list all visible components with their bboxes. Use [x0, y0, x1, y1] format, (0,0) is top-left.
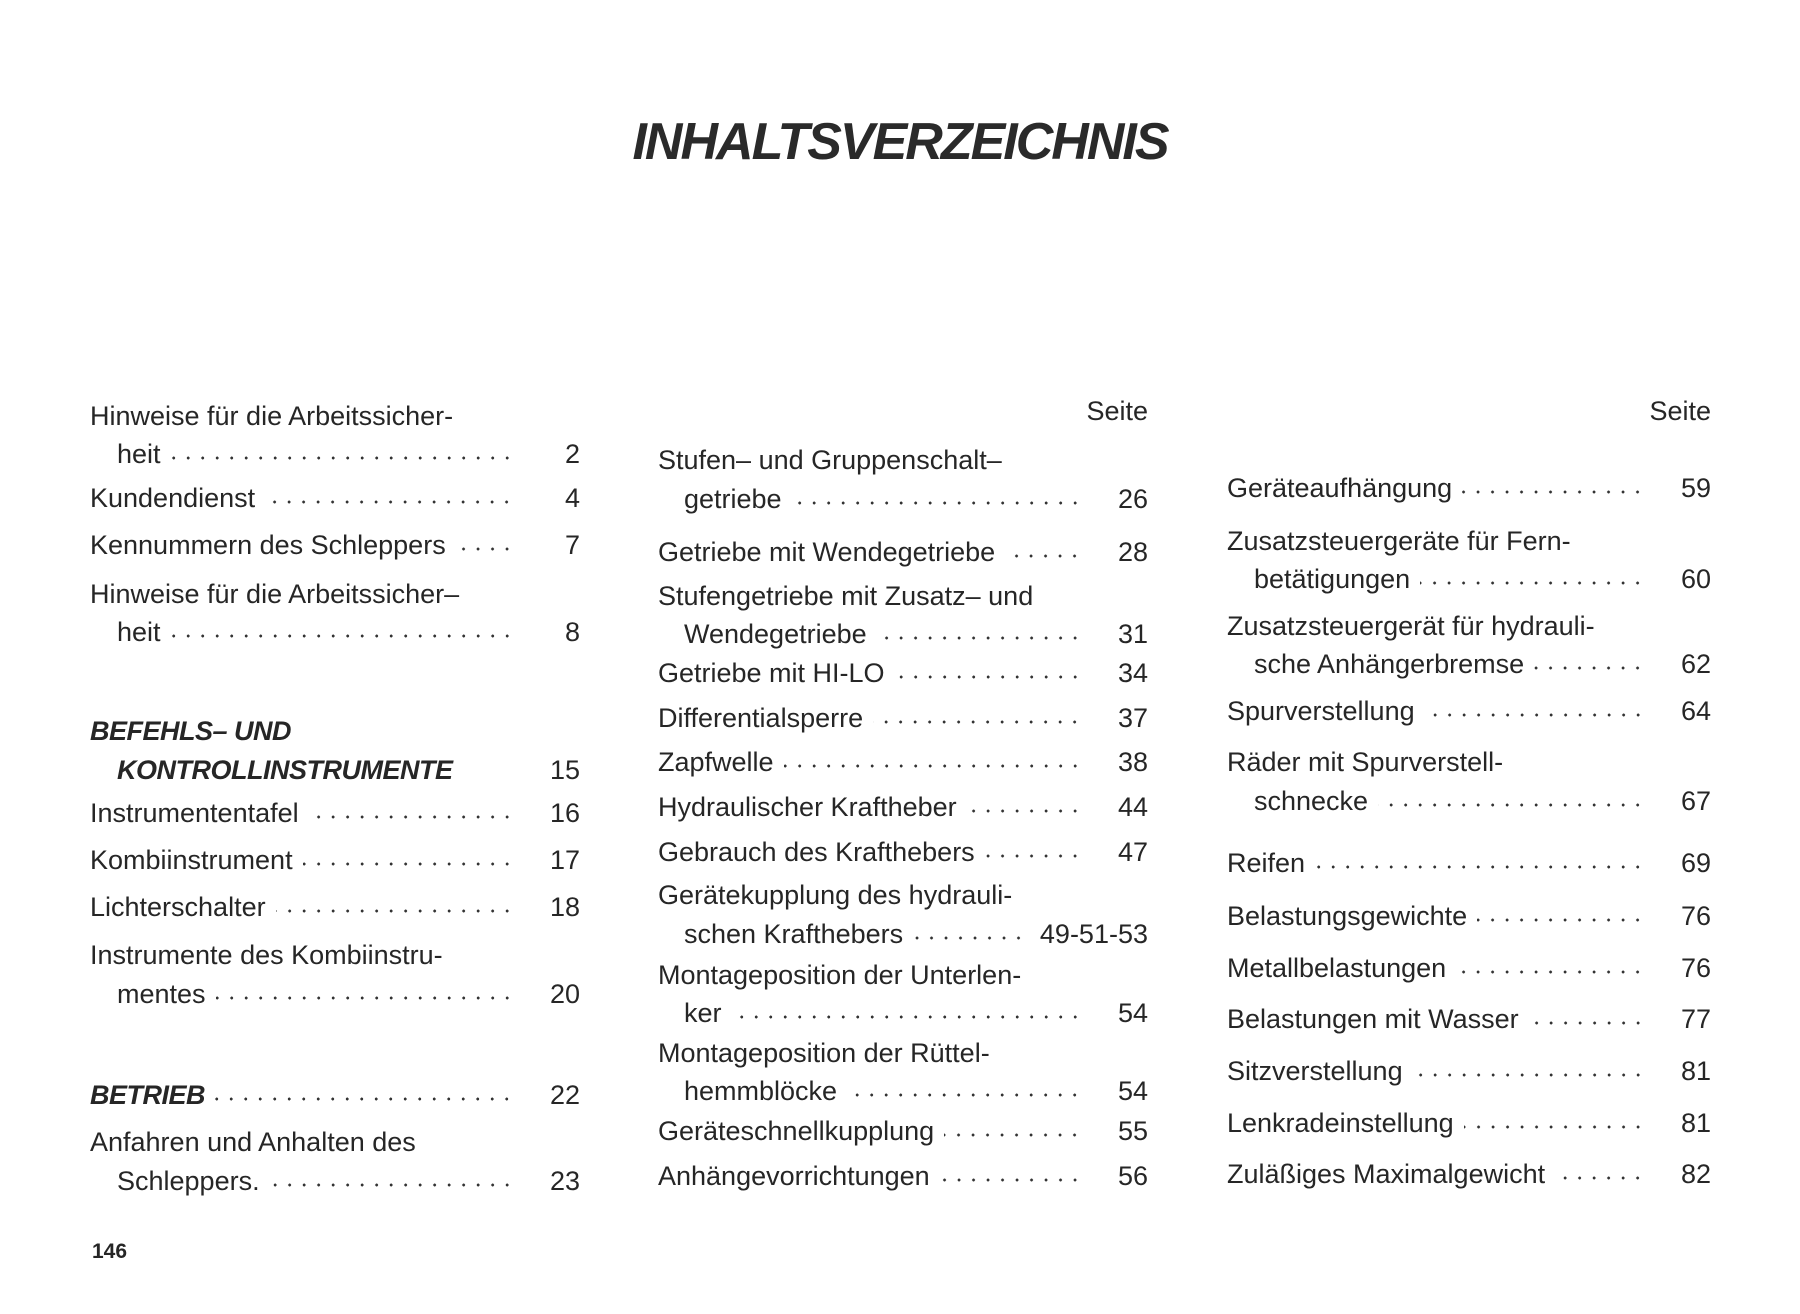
dot-leader: [1555, 1173, 1645, 1183]
dot-leader: [1315, 862, 1645, 872]
toc-entry[interactable]: [117, 751, 580, 789]
toc-entry-line: [90, 1123, 580, 1161]
toc-entry[interactable]: [1254, 560, 1711, 598]
toc-page-number: 2: [564, 439, 580, 470]
toc-entry-title: Montageposition der Unterlen-: [658, 959, 1022, 990]
dot-leader: [967, 806, 1082, 816]
dot-leader: [1534, 663, 1645, 673]
dot-leader: [265, 497, 514, 507]
dot-leader: [303, 859, 514, 869]
toc-entry-title: Geräteaufhängung: [1227, 472, 1453, 503]
toc-entry-title: Schleppers.: [117, 1165, 260, 1196]
dot-leader: [1464, 1122, 1645, 1132]
toc-entry[interactable]: [90, 794, 580, 832]
toc-entry[interactable]: [658, 833, 1148, 871]
toc-entry-title: Hinweise für die Arbeitssicher-: [90, 400, 454, 431]
toc-entry-title: Zapfwelle: [658, 747, 774, 778]
toc-entry[interactable]: [117, 1162, 580, 1200]
toc-entry-title: Zusatzsteuergerät für hydrauli-: [1227, 610, 1595, 641]
toc-page-number: 38: [1117, 747, 1148, 778]
toc-entry[interactable]: [117, 435, 580, 473]
toc-entry-title: heit: [117, 439, 161, 470]
toc-page-number: 22: [549, 1080, 580, 1111]
toc-page-number: 76: [1680, 901, 1711, 932]
toc-entry-title: mentes: [117, 978, 206, 1009]
toc-entry-line: [90, 712, 580, 750]
toc-page-number: 8: [564, 616, 580, 647]
toc-entry-title: Räder mit Spurverstell-: [1227, 747, 1504, 778]
toc-entry[interactable]: [658, 1157, 1148, 1195]
toc-entry[interactable]: [1227, 1155, 1711, 1193]
toc-page-number: 28: [1117, 537, 1148, 568]
toc-entry-title: Zuläßiges Maximalgewicht: [1227, 1159, 1546, 1190]
dot-leader: [792, 498, 1082, 508]
toc-entry-title: Hinweise für die Arbeitssicher–: [90, 578, 460, 609]
toc-page-number: 47: [1117, 836, 1148, 867]
toc-entry-title: betätigungen: [1254, 564, 1411, 595]
toc-entry-title: Metallbelastungen: [1227, 952, 1447, 983]
toc-page-number: 81: [1680, 1107, 1711, 1138]
toc-page-number: 18: [549, 891, 580, 922]
toc-page-number: 49-51-53: [1039, 918, 1148, 949]
toc-entry-title: Anhängevorrichtungen: [658, 1160, 930, 1191]
toc-entry[interactable]: [684, 994, 1148, 1032]
toc-entry-title: ker: [684, 998, 722, 1029]
toc-entry-title: Belastungsgewichte: [1227, 901, 1468, 932]
toc-entry-title: Geräteschnellkupplung: [658, 1115, 935, 1146]
dot-leader: [276, 906, 514, 916]
toc-page-number: 64: [1680, 695, 1711, 726]
dot-leader: [1477, 915, 1645, 925]
toc-entry[interactable]: [1227, 949, 1711, 987]
toc-entry-line: [658, 1034, 1148, 1072]
toc-entry[interactable]: [1227, 844, 1711, 882]
toc-entry[interactable]: [658, 654, 1148, 692]
toc-page-number: 67: [1680, 785, 1711, 816]
dot-leader: [985, 851, 1082, 861]
toc-entry[interactable]: [1227, 1000, 1711, 1038]
toc-entry-line: [90, 936, 580, 974]
dot-leader: [895, 672, 1082, 682]
toc-entry-title: Spurverstellung: [1227, 695, 1415, 726]
toc-entry-title: Montageposition der Rüttel-: [658, 1037, 990, 1068]
toc-entry-title: BETRIEB: [90, 1080, 206, 1111]
dot-leader: [215, 1094, 514, 1104]
dot-leader: [171, 631, 514, 641]
toc-entry-title: Stufen– und Gruppenschalt–: [658, 445, 1002, 476]
dot-leader: [847, 1090, 1082, 1100]
toc-page-number: 4: [564, 483, 580, 514]
toc-entry-title: Gebrauch des Krafthebers: [658, 836, 975, 867]
toc-entry-title: Kundendienst: [90, 483, 256, 514]
toc-entry[interactable]: [658, 788, 1148, 826]
toc-entry[interactable]: [1254, 782, 1711, 820]
toc-page-number: 59: [1680, 472, 1711, 503]
dot-leader: [1456, 967, 1645, 977]
toc-page-number: 44: [1117, 792, 1148, 823]
toc-entry-title: Reifen: [1227, 848, 1306, 879]
toc-entry-line: [1227, 743, 1711, 781]
toc-entry[interactable]: [1227, 897, 1711, 935]
toc-page-number: 62: [1680, 649, 1711, 680]
toc-page-number: 34: [1117, 657, 1148, 688]
toc-page-number: 31: [1117, 619, 1148, 650]
toc-entry-title: sche Anhängerbremse: [1254, 649, 1525, 680]
toc-entry-line: [658, 956, 1148, 994]
toc-entry[interactable]: [658, 533, 1148, 571]
toc-entry-title: BEFEHLS– UND: [90, 716, 292, 747]
toc-entry-line: [658, 441, 1148, 479]
toc-page-number: 15: [549, 754, 580, 785]
toc-entry-title: heit: [117, 616, 161, 647]
toc-entry-title: Lichterschalter: [90, 891, 266, 922]
toc-entry[interactable]: [658, 1112, 1148, 1150]
toc-entry[interactable]: [1227, 692, 1711, 730]
toc-entry[interactable]: [658, 699, 1148, 737]
toc-entry[interactable]: [90, 888, 580, 926]
toc-entry-title: Zusatzsteuergeräte für Fern-: [1227, 525, 1571, 556]
toc-page-number: 69: [1680, 848, 1711, 879]
dot-leader: [873, 717, 1082, 727]
dot-leader: [732, 1012, 1082, 1022]
toc-page-number: 56: [1117, 1160, 1148, 1191]
toc-entry[interactable]: [90, 526, 580, 564]
dot-leader: [171, 453, 514, 463]
page-column-label: Seite: [1649, 396, 1711, 427]
toc-entry[interactable]: [684, 1072, 1148, 1110]
toc-page-number: 7: [564, 530, 580, 561]
toc-entry-title: Lenkradeinstellung: [1227, 1107, 1454, 1138]
toc-entry-line: [90, 397, 580, 435]
toc-page-number: 20: [549, 978, 580, 1009]
toc-entry[interactable]: [117, 613, 580, 651]
toc-page-number: 54: [1117, 1076, 1148, 1107]
toc-entry[interactable]: [684, 480, 1148, 518]
dot-leader: [940, 1175, 1082, 1185]
toc-entry[interactable]: [117, 975, 580, 1013]
toc-page-number: 23: [549, 1165, 580, 1196]
toc-entry-title: Belastungen mit Wasser: [1227, 1004, 1519, 1035]
toc-entry[interactable]: [1254, 645, 1711, 683]
toc-entry-title: Instrumente des Kombiinstru-: [90, 940, 443, 971]
dot-leader: [1378, 800, 1645, 810]
toc-entry-title: Wendegetriebe: [684, 619, 867, 650]
dot-leader: [944, 1130, 1082, 1140]
toc-entry-title: getriebe: [684, 483, 782, 514]
page-title: INHALTSVERZEICHNIS: [632, 113, 1168, 171]
toc-entry-title: KONTROLLINSTRUMENTE: [117, 754, 453, 785]
toc-entry-title: hemmblöcke: [684, 1076, 838, 1107]
dot-leader: [1425, 710, 1645, 720]
toc-entry-title: Hydraulischer Kraftheber: [658, 792, 957, 823]
toc-entry[interactable]: [90, 1076, 580, 1114]
toc-entry-title: Differentialsperre: [658, 702, 864, 733]
dot-leader: [1529, 1018, 1645, 1028]
toc-entry-title: Gerätekupplung des hydrauli-: [658, 880, 1013, 911]
toc-entry-title: schnecke: [1254, 785, 1369, 816]
toc-entry-line: [658, 577, 1148, 615]
dot-leader: [877, 633, 1082, 643]
toc-entry[interactable]: [90, 841, 580, 879]
dot-leader: [216, 993, 514, 1003]
toc-entry-line: [90, 575, 580, 613]
toc-entry-title: schen Krafthebers: [684, 918, 904, 949]
dot-leader: [309, 812, 514, 822]
toc-entry[interactable]: [684, 915, 1148, 953]
toc-page-number: 16: [549, 797, 580, 828]
toc-entry[interactable]: [1227, 1052, 1711, 1090]
toc-page-number: 76: [1680, 952, 1711, 983]
toc-entry[interactable]: [684, 615, 1148, 653]
toc-entry-title: Instrumententafel: [90, 797, 299, 828]
toc-entry-line: [658, 876, 1148, 914]
toc-entry-title: Anfahren und Anhalten des: [90, 1127, 416, 1158]
page-number: 146: [92, 1240, 128, 1263]
dot-leader: [456, 544, 514, 554]
toc-page-number: 60: [1680, 564, 1711, 595]
dot-leader: [784, 761, 1082, 771]
toc-page-number: 77: [1680, 1004, 1711, 1035]
dot-leader: [1462, 487, 1645, 497]
dot-leader: [913, 933, 1026, 943]
toc-entry-title: Sitzverstellung: [1227, 1056, 1403, 1087]
toc-page-number: 17: [549, 844, 580, 875]
toc-entry[interactable]: [658, 743, 1148, 781]
toc-entry-line: [1227, 607, 1711, 645]
toc-page-number: 37: [1117, 702, 1148, 733]
toc-entry-title: Getriebe mit Wendegetriebe: [658, 537, 996, 568]
toc-entry[interactable]: [90, 479, 580, 517]
toc-entry-title: Stufengetriebe mit Zusatz– und: [658, 580, 1034, 611]
toc-entry-title: Kombiinstrument: [90, 844, 293, 875]
toc-page-number: 82: [1680, 1159, 1711, 1190]
toc-entry[interactable]: [1227, 1104, 1711, 1142]
dot-leader: [1413, 1070, 1645, 1080]
toc-entry-title: Kennummern des Schleppers: [90, 530, 446, 561]
toc-page-number: 81: [1680, 1056, 1711, 1087]
dot-leader: [1005, 551, 1082, 561]
toc-page-number: 26: [1117, 483, 1148, 514]
dot-leader: [270, 1180, 514, 1190]
toc-page-number: 54: [1117, 998, 1148, 1029]
toc-entry[interactable]: [1227, 469, 1711, 507]
dot-leader: [1420, 578, 1645, 588]
toc-page-number: 55: [1117, 1115, 1148, 1146]
toc-entry-line: [1227, 522, 1711, 560]
toc-entry-title: Getriebe mit HI-LO: [658, 657, 885, 688]
page-column-label: Seite: [1086, 396, 1148, 427]
